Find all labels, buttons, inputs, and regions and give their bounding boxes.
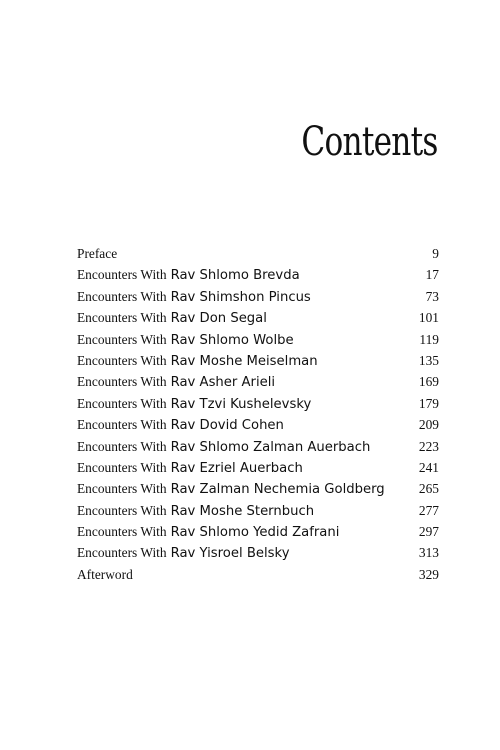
toc-entry: [77, 393, 439, 414]
entry-prefix: Encounters With: [77, 502, 167, 518]
entry-name: Rav Ezriel Auerbach: [170, 460, 303, 476]
toc-entry: [77, 542, 439, 563]
entry-prefix: Encounters With: [77, 459, 167, 475]
page-number: 169: [418, 374, 439, 390]
entry-prefix: Encounters With: [77, 438, 167, 454]
entry-prefix: Afterword: [77, 566, 133, 582]
entry-name: Rav Shlomo Wolbe: [170, 332, 294, 348]
table-of-contents: [77, 243, 439, 585]
page-number: 9: [432, 246, 439, 261]
entry-name: Rav Don Segal: [170, 311, 267, 327]
toc-entry: [77, 457, 439, 478]
toc-entry: [77, 564, 439, 585]
toc-entry: [77, 264, 439, 285]
toc-entry: [77, 286, 439, 307]
page-number: 223: [418, 438, 439, 454]
entry-name: Rav Asher Arieli: [170, 375, 276, 391]
toc-entry: [77, 329, 439, 350]
toc-entry: [77, 243, 439, 264]
entry-prefix: Encounters With: [77, 545, 167, 561]
entry-name: Rav Shlomo Yedid Zafrani: [170, 525, 340, 541]
toc-entry: [77, 371, 439, 392]
page-number: 179: [418, 395, 439, 411]
entry-name: Rav Shimshon Pincus: [170, 289, 311, 305]
entry-name: Rav Dovid Cohen: [170, 418, 284, 434]
entry-name: Rav Shlomo Zalman Auerbach: [170, 439, 371, 455]
toc-entry: [77, 436, 439, 457]
page-number: 73: [425, 288, 439, 304]
entry-prefix: Encounters With: [77, 267, 167, 283]
page-number: 101: [418, 310, 439, 326]
entry-prefix: Encounters With: [77, 524, 167, 540]
entry-name: Rav Moshe Sternbuch: [170, 503, 315, 519]
toc-entry: [77, 414, 439, 435]
entry-name: Rav Moshe Meiselman: [170, 353, 318, 369]
page-number: 297: [418, 524, 439, 540]
page-number: 209: [418, 417, 439, 433]
entry-prefix: Encounters With: [77, 352, 167, 368]
entry-prefix: Encounters With: [77, 481, 167, 497]
page-number: 241: [418, 459, 439, 475]
page-number: 265: [418, 481, 439, 497]
page-number: 17: [425, 267, 439, 283]
page-number: 313: [418, 545, 439, 561]
entry-name: Rav Tzvi Kushelevsky: [170, 396, 312, 412]
entry-prefix: Encounters With: [77, 417, 167, 433]
entry-name: Rav Shlomo Brevda: [170, 268, 300, 284]
entry-prefix: Encounters With: [77, 288, 167, 304]
toc-entry: [77, 500, 439, 521]
page-title: Contents: [301, 119, 438, 165]
entry-prefix: Encounters With: [77, 310, 167, 326]
page-number: 119: [419, 331, 439, 347]
toc-entry: [77, 478, 439, 499]
entry-name: Rav Yisroel Belsky: [170, 546, 290, 562]
page-number: 135: [418, 352, 439, 368]
entry-prefix: Preface: [77, 246, 118, 261]
toc-entry: [77, 307, 439, 328]
entry-prefix: Encounters With: [77, 374, 167, 390]
toc-entry: [77, 521, 439, 542]
page-number: 329: [418, 566, 439, 582]
page-number: 277: [418, 502, 439, 518]
entry-prefix: Encounters With: [77, 395, 167, 411]
entry-name: Rav Zalman Nechemia Goldberg: [170, 482, 385, 498]
entry-prefix: Encounters With: [77, 331, 167, 347]
toc-entry: [77, 350, 439, 371]
